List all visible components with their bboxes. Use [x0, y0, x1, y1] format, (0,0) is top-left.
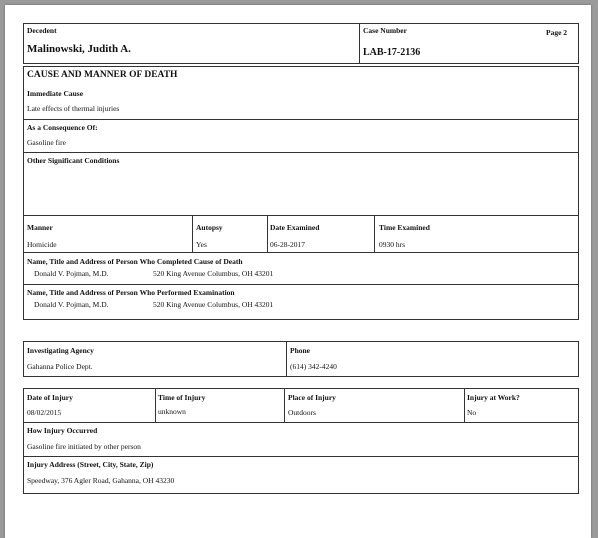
- time-examined-value: 0930 hrs: [379, 240, 406, 249]
- divider: [23, 422, 579, 423]
- manner-value: Homicide: [27, 240, 57, 249]
- divider: [23, 252, 579, 253]
- agency-label: Investigating Agency: [27, 346, 94, 355]
- header-divider: [359, 23, 360, 64]
- case-number: LAB-17-2136: [363, 47, 421, 58]
- injury-at-work-label: Injury at Work?: [467, 393, 520, 402]
- manner-label: Manner: [27, 223, 53, 232]
- case-number-label: Case Number: [363, 26, 407, 35]
- date-examined-value: 06-28-2017: [270, 240, 305, 249]
- time-examined-label: Time Examined: [379, 223, 430, 232]
- completed-by-address: 520 King Avenue Columbus, OH 43201: [153, 269, 274, 278]
- immediate-cause-value: Late effects of thermal injuries: [27, 104, 120, 113]
- autopsy-label: Autopsy: [196, 223, 223, 232]
- column-divider: [192, 215, 193, 252]
- date-of-injury-value: 08/02/2015: [27, 408, 62, 417]
- column-divider: [286, 341, 287, 377]
- divider: [23, 215, 579, 216]
- completed-by-label: Name, Title and Address of Person Who Completed Cause of Death: [27, 257, 243, 266]
- decedent-name: Malinowski, Judith A.: [27, 43, 131, 55]
- autopsy-value: Yes: [196, 240, 207, 249]
- divider: [23, 456, 579, 457]
- agency-value: Gahanna Police Dept.: [27, 362, 93, 371]
- how-injury-occurred-label: How Injury Occurred: [27, 426, 98, 435]
- place-of-injury-label: Place of Injury: [288, 393, 336, 402]
- injury-at-work-value: No: [467, 408, 477, 417]
- injury-address-value: Speedway, 376 Agler Road, Gahanna, OH 43230: [27, 476, 175, 485]
- immediate-cause-label: Immediate Cause: [27, 89, 84, 98]
- column-divider: [284, 388, 285, 422]
- column-divider: [267, 215, 268, 252]
- consequence-label: As a Consequence Of:: [27, 123, 98, 132]
- performed-by-name: Donald V. Pojman, M.D.: [34, 300, 109, 309]
- divider: [23, 284, 579, 285]
- page-number: Page 2: [546, 28, 568, 37]
- phone-value: (614) 342-4240: [290, 362, 337, 371]
- date-of-injury-label: Date of Injury: [27, 393, 73, 402]
- completed-by-name: Donald V. Pojman, M.D.: [34, 269, 109, 278]
- column-divider: [374, 215, 375, 252]
- column-divider: [464, 388, 465, 422]
- injury-address-label: Injury Address (Street, City, State, Zip): [27, 460, 154, 469]
- section-title-cause: CAUSE AND MANNER OF DEATH: [27, 70, 178, 80]
- decedent-label: Decedent: [27, 26, 57, 35]
- performed-by-label: Name, Title and Address of Person Who Performed Examination: [27, 288, 235, 297]
- performed-by-address: 520 King Avenue Columbus, OH 43201: [153, 300, 274, 309]
- document-page: [5, 5, 591, 538]
- place-of-injury-value: Outdoors: [288, 408, 316, 417]
- other-conditions-label: Other Significant Conditions: [27, 156, 120, 165]
- time-of-injury-value: unknown: [158, 407, 186, 416]
- date-examined-label: Date Examined: [270, 223, 320, 232]
- divider: [23, 152, 579, 153]
- divider: [23, 119, 579, 120]
- consequence-value: Gasoline fire: [27, 138, 66, 147]
- column-divider: [155, 388, 156, 422]
- phone-label: Phone: [290, 346, 311, 355]
- time-of-injury-label: Time of Injury: [158, 393, 206, 402]
- how-injury-occurred-value: Gasoline fire initiated by other person: [27, 442, 141, 451]
